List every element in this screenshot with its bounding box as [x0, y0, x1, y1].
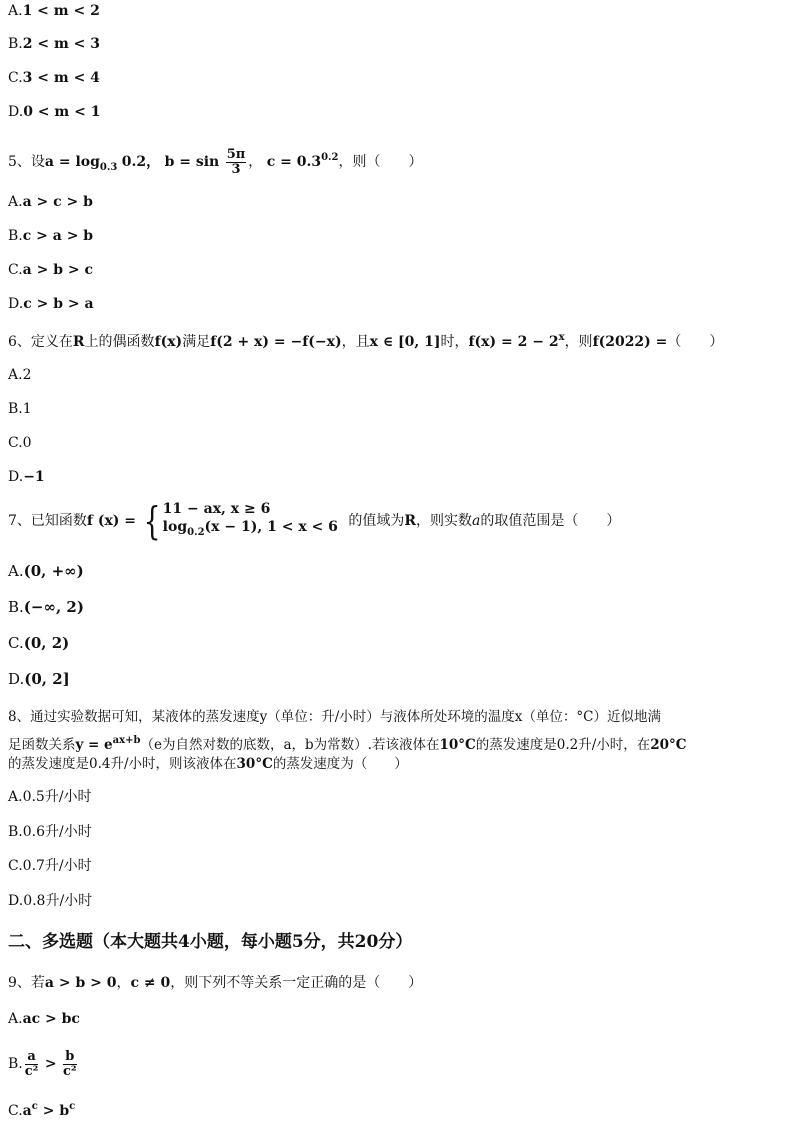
option-c-exp-a: c	[31, 1101, 38, 1112]
q5-numerator: 5π	[226, 146, 246, 162]
q4-option-c	[8, 67, 100, 89]
q6-math-6: f(2022) =	[592, 334, 668, 350]
q6-text-3: 满足	[182, 334, 211, 350]
q5-option-c	[8, 259, 93, 281]
q6-math-2: f(x)	[154, 334, 183, 350]
q7-option-b	[8, 596, 84, 618]
option-text: 3 < m < 4	[22, 70, 100, 86]
q9-text-2: ，	[116, 975, 131, 991]
option-text: (0, +∞)	[23, 562, 84, 580]
piecewise-brace: {	[144, 499, 162, 543]
q6-option-c	[8, 432, 32, 454]
option-letter: A.	[8, 562, 24, 580]
option-text: 2	[22, 367, 32, 383]
q4-option-b	[8, 33, 100, 55]
q8-option-a	[8, 786, 92, 808]
q6-math-3: f(2 + x) = −f(−x)	[210, 334, 342, 350]
option-b-fraction-2	[63, 1050, 77, 1079]
q8-exponent: ax+b	[112, 735, 141, 746]
option-text: 0.5升/小时	[22, 789, 92, 805]
case-1: 11 − ax, x ≥ 6	[162, 501, 271, 517]
option-letter: D.	[8, 893, 24, 909]
option-letter: A.	[8, 367, 23, 383]
q7-text-4: 的取值范围是（ ）	[480, 513, 621, 529]
option-text: c > a > b	[22, 228, 94, 244]
q8-option-d	[8, 890, 92, 912]
option-letter: C.	[8, 435, 23, 451]
q7-text-2: 的值域为	[348, 513, 405, 529]
option-letter: C.	[8, 262, 23, 278]
q7-option-c	[8, 632, 69, 654]
q4-option-a	[8, 0, 100, 22]
q6-text-2: 上的偶函数	[84, 334, 155, 350]
q9-math-2: c ≠ 0	[130, 975, 171, 991]
q6-math-5: f(x) = 2 − 2	[468, 334, 559, 350]
option-letter: C.	[8, 634, 24, 652]
option-text: ac > bc	[22, 1011, 80, 1027]
option-letter: A.	[8, 3, 23, 19]
q7-option-a	[8, 560, 84, 582]
q5-log-base: 0.3	[99, 162, 118, 173]
q6-option-d	[8, 466, 45, 488]
option-text: 0 < m < 1	[23, 104, 101, 120]
option-c-exp-b: c	[69, 1101, 76, 1112]
q7-option-d	[8, 668, 70, 690]
option-letter: A.	[8, 789, 23, 805]
option-letter: B.	[8, 36, 23, 52]
question-9	[8, 972, 422, 994]
option-letter: D.	[8, 670, 25, 688]
q6-option-a	[8, 364, 31, 386]
option-text: 2 < m < 3	[22, 36, 101, 52]
option-letter: C.	[8, 858, 23, 874]
q9-text-3: ，则下列不等关系一定正确的是（ ）	[170, 975, 423, 991]
q7-function: f (x) =	[86, 513, 137, 529]
q5-prefix: 5、设	[8, 154, 45, 170]
option-c-base-a: a	[22, 1103, 32, 1119]
option-letter: B.	[8, 598, 24, 616]
q7-text-3: ，则实数	[415, 513, 472, 529]
option-text: 0.7升/小时	[22, 858, 92, 874]
question-8-line-1	[8, 706, 661, 728]
q8-temp-30: 30°C	[236, 756, 273, 772]
q6-math-1: R	[72, 334, 85, 350]
q6-text-6: ，则	[564, 334, 593, 350]
q8-text-3c: 的蒸发速度为（ ）	[272, 756, 408, 772]
q4-option-d	[8, 101, 100, 123]
option-letter: B.	[8, 228, 23, 244]
q8-option-c	[8, 855, 92, 877]
q5-option-a	[8, 191, 93, 213]
case-2-rest: (x − 1), 1 < x < 6	[204, 519, 338, 535]
denominator: c²	[24, 1063, 39, 1079]
option-text: 1	[22, 401, 32, 417]
q5-option-b	[8, 225, 93, 247]
option-letter: D.	[8, 104, 24, 120]
option-letter: A.	[8, 194, 23, 210]
q5-denominator: 3	[231, 161, 241, 177]
q6-option-b	[8, 398, 32, 420]
q8-option-b	[8, 821, 92, 843]
q5-separator: ，	[248, 154, 263, 170]
q9-option-c	[8, 1096, 75, 1122]
question-7	[8, 499, 620, 543]
q5-log-arg: 0.2，	[121, 154, 161, 170]
option-text: 0.8升/小时	[23, 893, 93, 909]
q5-fraction	[226, 148, 247, 177]
q6-text-7: （ ）	[667, 334, 724, 350]
option-letter: B.	[8, 401, 23, 417]
q7-math-2: R	[404, 513, 416, 529]
question-6	[8, 327, 723, 353]
option-letter: A.	[8, 1011, 23, 1027]
q6-text-4: ，且	[341, 334, 370, 350]
option-c-base-b: > b	[37, 1103, 70, 1119]
option-text: (0, 2]	[24, 670, 70, 688]
q7-text-1: 7、已知函数	[8, 513, 87, 529]
case-2-base: 0.2	[187, 527, 205, 538]
q6-math-4: x ∈ [0, 1]	[369, 334, 441, 350]
piecewise-cases	[163, 500, 338, 542]
q5-a-def: a = log	[44, 154, 100, 170]
option-letter: B.	[8, 1056, 23, 1072]
numerator: a	[25, 1050, 39, 1065]
section-heading	[8, 929, 412, 955]
option-text: 0.6升/小时	[22, 824, 92, 840]
option-letter: D.	[8, 469, 24, 485]
q9-option-b	[8, 1045, 79, 1083]
denominator: c²	[63, 1063, 77, 1079]
option-text: (−∞, 2)	[23, 598, 84, 616]
option-text: a > c > b	[22, 194, 93, 210]
question-8-line-3	[8, 753, 408, 775]
q5-c-def: c = 0.3	[266, 154, 322, 170]
q5-c-exponent: 0.2	[321, 152, 339, 163]
q6-text-1: 6、定义在	[8, 334, 73, 350]
q8-text-2a: 足函数关系	[8, 737, 76, 753]
q6-exponent: x	[558, 332, 565, 343]
option-text: c > b > a	[23, 296, 94, 312]
option-letter: B.	[8, 824, 23, 840]
q8-temp-10: 10°C	[439, 737, 476, 753]
q5-tail: ，则（ ）	[338, 154, 423, 170]
q5-b-def: b = sin	[164, 154, 220, 170]
case-2-log: log	[162, 519, 188, 535]
option-b-fraction-1	[25, 1050, 39, 1079]
q7-math-3: a	[471, 513, 481, 529]
q8-temp-20: 20°C	[650, 737, 687, 753]
question-5	[8, 142, 422, 184]
q5-option-d	[8, 293, 94, 315]
q8-formula: y = e	[75, 737, 113, 753]
option-text: (0, 2)	[23, 634, 70, 652]
option-letter: D.	[8, 296, 24, 312]
q8-text-2d: 的蒸发速度是0.2升/小时，在	[475, 737, 651, 753]
q9-math-1: a > b > 0	[44, 975, 117, 991]
option-text: 1 < m < 2	[22, 3, 100, 19]
option-letter: C.	[8, 70, 23, 86]
option-letter: C.	[8, 1103, 23, 1119]
q9-option-a	[8, 1008, 80, 1030]
section-title: 二、多选题（本大题共4小题，每小题5分，共20分）	[8, 932, 413, 952]
case-2	[163, 518, 338, 542]
q8-text-3a: 的蒸发速度是0.4升/小时，则该液体在	[8, 756, 237, 772]
option-text: a > b > c	[22, 262, 94, 278]
option-text: −1	[23, 469, 45, 485]
q8-text-2b: （e为自然对数的底数，a，b为常数）.若该液体在	[140, 737, 440, 753]
q6-text-5: 时，	[440, 334, 469, 350]
option-text: 0	[22, 435, 32, 451]
numerator: b	[63, 1050, 77, 1065]
q9-text-1: 9、若	[8, 975, 45, 991]
q8-text-1: 8、通过实验数据可知，某液体的蒸发速度y（单位：升/小时）与液体所处环境的温度x（单位：°C）近似地满	[8, 709, 661, 725]
option-b-operator: >	[44, 1056, 57, 1072]
